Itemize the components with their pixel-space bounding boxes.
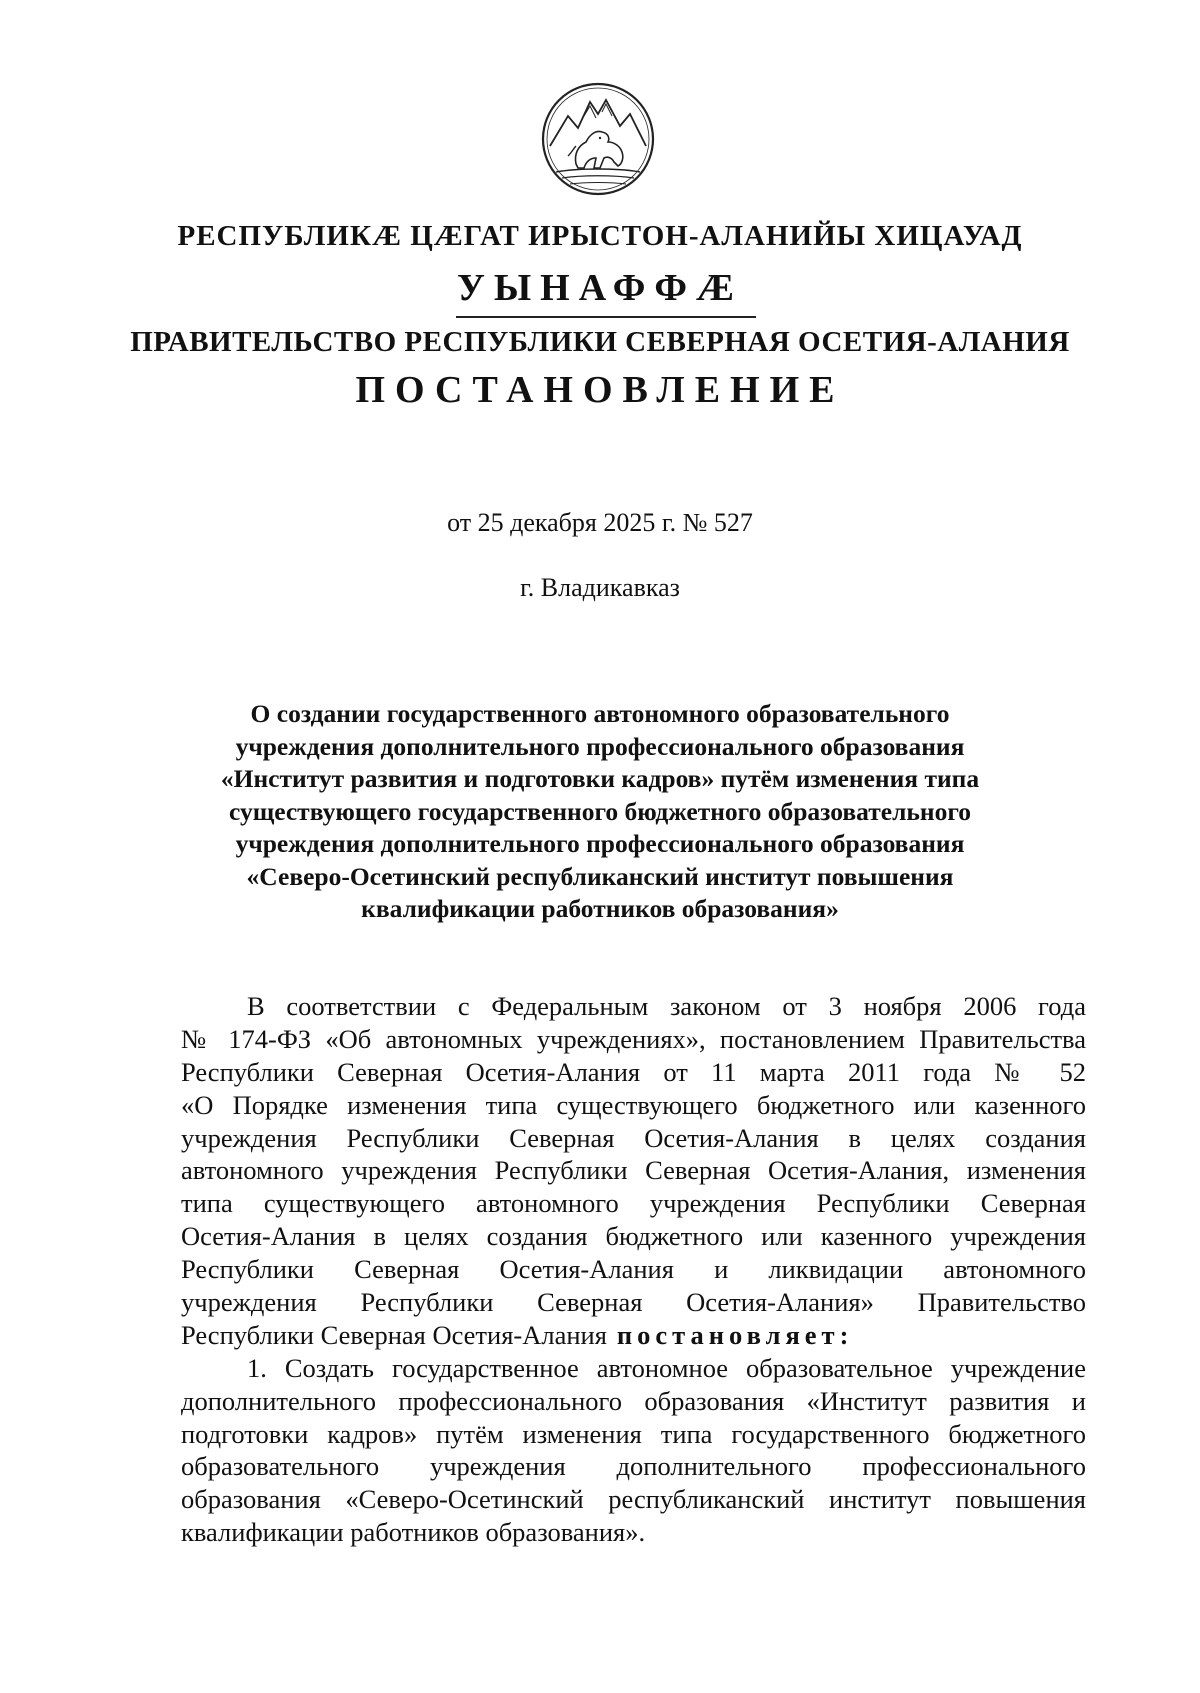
item1-final-line: квалификации работников образования». (181, 1517, 646, 1548)
item1-line: 1. Создать государственное автономное образовательное учреждение (247, 1352, 1086, 1383)
item1-line: подготовки кадров» путём изменения типа государственного бюджетного (181, 1418, 1086, 1449)
preamble-line-text: Республики Северная Осетия-Алания (181, 1319, 607, 1350)
resolves-word: постановляет: (616, 1319, 854, 1350)
title-line: учреждения дополнительного профессионального образования (235, 731, 965, 761)
decree-body (181, 990, 1086, 1549)
russian-authority-heading: ПРАВИТЕЛЬСТВО РЕСПУБЛИКИ СЕВЕРНАЯ ОСЕТИЯ-АЛАНИЯ (130, 326, 1070, 358)
preamble-line: Республики Северная Осетия-Алания от 11 марта 2011 года № 52 (181, 1056, 1086, 1087)
preamble-line: автономного учреждения Республики Северная Осетия-Алания, изменения (181, 1155, 1086, 1186)
russian-decree-heading: ПОСТАНОВЛЕНИЕ (355, 369, 845, 411)
decree-date-number: от 25 декабря 2025 г. № 527 (447, 508, 753, 537)
preamble-line: В соответствии с Федеральным законом от 3 ноября 2006 года (247, 991, 1086, 1021)
preamble-final-line (181, 1319, 1086, 1352)
coat-of-arms-icon (538, 76, 658, 202)
title-line: существующего государственного бюджетного образовательного (228, 796, 972, 826)
title-line: учреждения дополнительного профессионального образования (235, 829, 965, 858)
item1-line: образовательного учреждения дополнительного профессионального (181, 1451, 1086, 1482)
preamble-line: учреждения Республики Северная Осетия-Алания» Правительство (181, 1287, 1086, 1318)
title-line: «Институт развития и подготовки кадров» путём изменения типа (220, 764, 980, 793)
title-line: квалификации работников образования» (361, 894, 839, 923)
decree-title (140, 698, 1060, 926)
preamble-line: типа существующего автономного учреждения Республики Северная (181, 1188, 1086, 1219)
preamble-line: Осетия-Алания в целях создания бюджетного или казенного учреждения (181, 1221, 1086, 1252)
title-line: «Северо-Осетинский республиканский институт повышения (246, 861, 954, 891)
preamble-line: № 174-ФЗ «Об автономных учреждениях», постановлением Правительства (181, 1023, 1086, 1054)
heading-divider (456, 316, 756, 318)
title-line: О создании государственного автономного образовательного (250, 699, 950, 728)
preamble-line: Республики Северная Осетия-Алания и ликвидации автономного (181, 1254, 1086, 1285)
decree-city: г. Владикавказ (520, 573, 680, 602)
ossetian-authority-heading: РЕСПУБЛИКÆ ЦÆГАТ ИРЫСТОН-АЛАНИЙЫ ХИЦАУАД (177, 220, 1023, 252)
item1-line: дополнительного профессионального образования «Институт развития и (181, 1385, 1086, 1416)
preamble-line: учреждения Республики Северная Осетия-Алания в целях создания (181, 1122, 1086, 1153)
preamble-line: «О Порядке изменения типа существующего бюджетного или казенного (181, 1089, 1086, 1120)
ossetian-decree-heading: УЫНАФФÆ (456, 267, 744, 309)
item1-line: образования «Северо-Осетинский республиканский институт повышения (181, 1484, 1086, 1515)
